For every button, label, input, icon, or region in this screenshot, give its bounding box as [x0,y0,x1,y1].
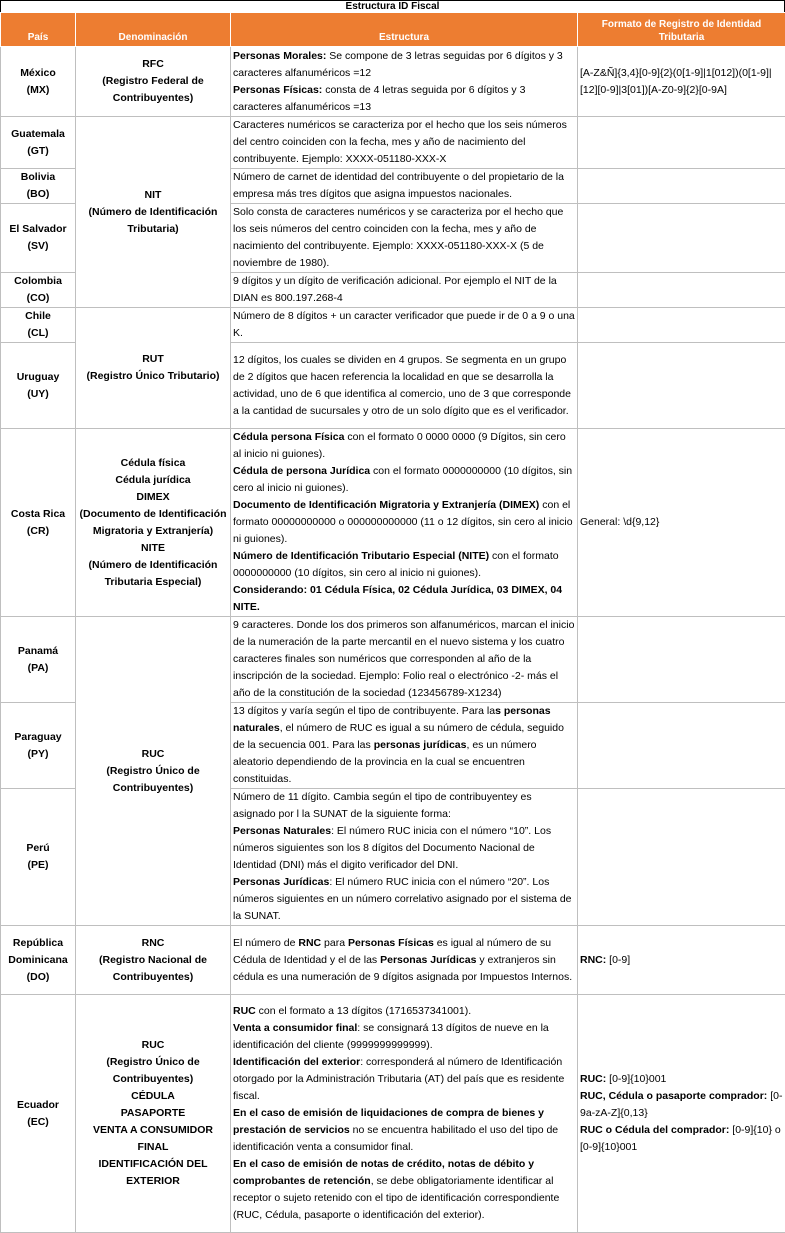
format-cell: [A-Z&Ñ]{3,4}[0-9]{2}(0[1-9]|1[012])(0[1-9]|[12][0-9]|3[01])[A-Z0-9]{2}[0-9A] [578,47,785,117]
header-row [1,13,785,47]
format-text: [0-9]{10}001 [606,1073,666,1085]
country-code: (CR) [27,525,49,537]
structure-text: con el formato 0000000000 (10 dígitos, sin cero al inicio ni guiones). [233,465,572,494]
denomination-item: NITE [141,542,165,554]
format-label: RUC: [580,1073,606,1085]
format-cell [578,703,785,789]
denomination-acronym: RFC [142,58,164,70]
country-code: (UY) [27,388,49,400]
structure-text: para [321,937,348,949]
header-pais: País [1,13,76,47]
structure-text: con el formato 0000000000 (10 dígitos, sin cero al inicio ni guiones). [233,550,559,579]
structure-label: Personas Jurídicas [380,954,476,966]
structure-cell: 9 dígitos y un dígito de verificación adicional. Por ejemplo el NIT de la DIAN es 800.197.268-4 [231,273,578,308]
structure-text: con el formato a 13 dígitos (1716537341001). [256,1005,471,1017]
structure-cell: Solo consta de caracteres numéricos y se caracteriza por el hecho que los seis números del centro coinciden con la fecha, mes y año de nacimiento del contribuyente. Ejemplo: XXXX-051180-XXX-X (5 de noviembre de 1980). [231,204,578,273]
denomination-acronym: RNC [142,937,165,949]
country-code: (DO) [27,971,50,983]
denomination-item: CÉDULA [131,1090,175,1102]
table-row [1,926,785,995]
fiscal-id-table [0,12,785,1233]
denomination-cell [76,308,231,429]
format-text: [0-9] [606,954,630,966]
structure-label: Personas Naturales [233,825,331,837]
country-code: (PY) [28,748,49,760]
country-cell [1,926,76,995]
format-cell: General: \d{9,12} [578,429,785,617]
denomination-name: (Registro Federal de Contribuyentes) [102,75,204,104]
country-cell [1,995,76,1233]
format-text: [0-9]{10} o [0-9]{10}001 [580,1124,781,1153]
country-cell [1,117,76,169]
format-cell [578,308,785,343]
country-code: (EC) [27,1116,49,1128]
denomination-cell [76,617,231,926]
structure-cell [231,703,578,789]
structure-label: RNC [298,937,321,949]
structure-label: Cédula de persona Jurídica [233,465,370,477]
structure-cell: Caracteres numéricos se caracteriza por el hecho que los seis números del centro coinciden con la fecha, mes y año de nacimiento del contribuyente. Ejemplo: XXXX-051180-XXX-X [231,117,578,169]
format-cell [578,617,785,703]
denomination-item: (Documento de Identificación Migratoria y Extranjería) [79,508,226,537]
table-row [1,429,785,617]
format-cell [578,343,785,429]
structure-text: Número de 11 dígito. Cambia según el tipo de contribuyentey es asignado por l la SUNAT de la siguiente forma: [233,791,532,820]
country-cell [1,617,76,703]
structure-label: Venta a consumidor final [233,1022,357,1034]
denomination-item: PASAPORTE [121,1107,186,1119]
structure-label: Número de Identificación Tributario Especial (NITE) [233,550,489,562]
structure-text: : corresponderá al número de Identificación otorgado por la Administración Tributaria (AT) del país que es residente fiscal. [233,1056,564,1102]
format-cell [578,169,785,204]
denomination-acronym: RUT [142,353,164,365]
denomination-cell [76,926,231,995]
country-code: (GT) [27,145,49,157]
structure-text: , se debe obligatoriamente identificar al receptor o sujeto retenido con el tipo de identificación correspondiente (RUC, Cédula, pasaporte o identificación del exterior). [233,1175,559,1221]
denomination-item: Cédula física [121,457,186,469]
country-name: Costa Rica [11,508,65,520]
format-label: RUC, Cédula o pasaporte comprador: [580,1090,767,1102]
structure-label: Personas Morales: [233,50,326,62]
structure-label: Cédula persona Física [233,431,344,443]
country-code: (CL) [28,327,49,339]
denomination-item: (Registro Único de Contribuyentes) [106,1056,199,1085]
format-label: RNC: [580,954,606,966]
structure-label: s personas naturales [233,705,551,734]
format-text: [0-9a-zA-Z]{0,13} [580,1090,782,1119]
structure-label: En el caso de emisión de liquidaciones de compra de bienes y prestación de servicios [233,1107,544,1136]
country-code: (BO) [27,188,50,200]
denomination-item: RUC [142,1039,165,1051]
country-name: México [20,67,56,79]
denomination-item: IDENTIFICACIÓN DEL EXTERIOR [98,1158,207,1187]
denomination-acronym: NIT [145,189,162,201]
denomination-acronym: RUC [142,748,165,760]
denomination-name: (Número de Identificación Tributaria) [89,206,218,235]
country-name: Paraguay [14,731,61,743]
country-cell [1,703,76,789]
denomination-item: Cédula jurídica [115,474,190,486]
structure-text: : se consignará 13 dígitos de nueve en la identificación del cliente (9999999999999). [233,1022,549,1051]
structure-label: RUC [233,1005,256,1017]
structure-label: Considerando: 01 Cédula Física, 02 Cédula Jurídica, 03 DIMEX, 04 NITE. [233,584,562,613]
structure-cell [231,47,578,117]
structure-text: es igual al número de su Cédula de Identidad y el de las [233,937,551,966]
country-code: (CO) [27,292,50,304]
structure-cell [231,429,578,617]
structure-text: con el formato 00000000000 o 000000000000 (11 o 12 dígitos, sin cero al inicio ni guiones). [233,499,573,545]
country-name: Bolivia [21,171,55,183]
denomination-cell [76,995,231,1233]
country-code: (PA) [28,662,49,674]
country-cell [1,429,76,617]
format-cell [578,926,785,995]
country-code: (PE) [28,859,49,871]
structure-text: con el formato 0 0000 0000 (9 Dígitos, sin cero al inicio ni guiones). [233,431,566,460]
structure-text: 13 dígitos y varía según el tipo de contribuyente. Para la [233,705,495,717]
header-denominacion: Denominación [76,13,231,47]
denomination-name: (Registro Único Tributario) [86,370,219,382]
structure-text: Se compone de 3 letras seguidas por 6 dígitos y 3 caracteres alfanuméricos =12 [233,50,563,79]
structure-cell: Número de 8 dígitos + un caracter verificador que puede ir de 0 a 9 o una K. [231,308,578,343]
structure-cell [231,789,578,926]
format-label: RUC o Cédula del comprador: [580,1124,729,1136]
format-cell [578,789,785,926]
country-name: Colombia [14,275,62,287]
country-cell [1,204,76,273]
denomination-item: (Número de Identificación Tributaria Especial) [89,559,218,588]
denomination-name: (Registro Único de Contribuyentes) [106,765,199,794]
structure-label: En el caso de emisión de notas de crédito, notas de débito y comprobantes de retención [233,1158,534,1187]
denomination-item: VENTA A CONSUMIDOR FINAL [93,1124,213,1153]
country-name: Guatemala [11,128,65,140]
country-cell [1,308,76,343]
country-cell [1,789,76,926]
structure-label: Personas Físicas: [233,84,322,96]
format-cell [578,204,785,273]
structure-text: , es un número aleatorio dependiendo de la provincia en la cual se encuentren constituidas. [233,739,537,785]
structure-cell: 9 caracteres. Donde los dos primeros son alfanuméricos, marcan el inicio de la numeración de la parte mercantil en el nuevo sistema y los cuatro caracteres finales son numéricos que corresponden al año de la inscripción de la sociedad. Ejemplo: Folio real o electrónico -2- más el año de la constitución de la sociedad (123456789-X1234) [231,617,578,703]
table-title: Estructura ID Fiscal [0,0,785,12]
country-name: República Dominicana [8,937,68,966]
country-name: Chile [25,310,51,322]
structure-text: El número de [233,937,298,949]
country-cell [1,169,76,204]
country-cell [1,343,76,429]
structure-label: Documento de Identificación Migratoria y Extranjería (DIMEX) [233,499,539,511]
country-name: Perú [26,842,49,854]
denomination-item: DIMEX [136,491,169,503]
denomination-cell [76,429,231,617]
denomination-cell [76,47,231,117]
structure-text: , el número de RUC es igual a su número de cédula, seguido de la secuencia 001. Para las [233,722,564,751]
structure-label: personas jurídicas [374,739,467,751]
table-row [1,47,785,117]
structure-label: Identificación del exterior [233,1056,360,1068]
structure-text: no se encuentra habilitado el uso del tipo de identificación venta a consumidor final. [233,1124,558,1153]
country-name: El Salvador [9,223,66,235]
country-code: (MX) [27,84,50,96]
table-row [1,117,785,169]
structure-text: : El número RUC inicia con el número “20”. Los números siguientes en un número correlativo asignado por el sistema de la SUNAT. [233,876,572,922]
country-name: Uruguay [17,371,60,383]
structure-label: Personas Jurídicas [233,876,329,888]
country-cell [1,47,76,117]
country-name: Panamá [18,645,58,657]
table-row [1,308,785,343]
country-name: Ecuador [17,1099,59,1111]
header-estructura: Estructura [231,13,578,47]
structure-cell [231,926,578,995]
country-code: (SV) [28,240,49,252]
denomination-cell [76,117,231,308]
format-cell [578,117,785,169]
structure-cell: 12 dígitos, los cuales se dividen en 4 grupos. Se segmenta en un grupo de 2 dígitos que hacen referencia la localidad en que se desarrolla la actividad, uno de 6 que identifica al comercio, uno de 3 que corresponde a la cantidad de sucursales y otro de un solo dígito que es el verificador. [231,343,578,429]
table-row [1,617,785,703]
header-formato: Formato de Registro de Identidad Tributaria [578,13,785,47]
denomination-name: (Registro Nacional de Contribuyentes) [99,954,207,983]
structure-text: y extranjeros sin cédula es una numeración de 9 dígitos asignada por Impuestos Internos. [233,954,572,983]
country-cell [1,273,76,308]
table-row [1,995,785,1233]
structure-cell [231,995,578,1233]
format-cell [578,995,785,1233]
structure-label: Personas Físicas [348,937,434,949]
structure-text: consta de 4 letras seguida por 6 dígitos y 3 caracteres alfanuméricos =13 [233,84,525,113]
format-cell [578,273,785,308]
structure-cell: Número de carnet de identidad del contribuyente o del propietario de la empresa más tres dígitos que asigna impuestos nacionales. [231,169,578,204]
structure-text: : El número RUC inicia con el número “10”. Los números siguientes son los 8 dígitos del Documento Nacional de Identidad (DNI) más el digito verificador del DNI. [233,825,551,871]
